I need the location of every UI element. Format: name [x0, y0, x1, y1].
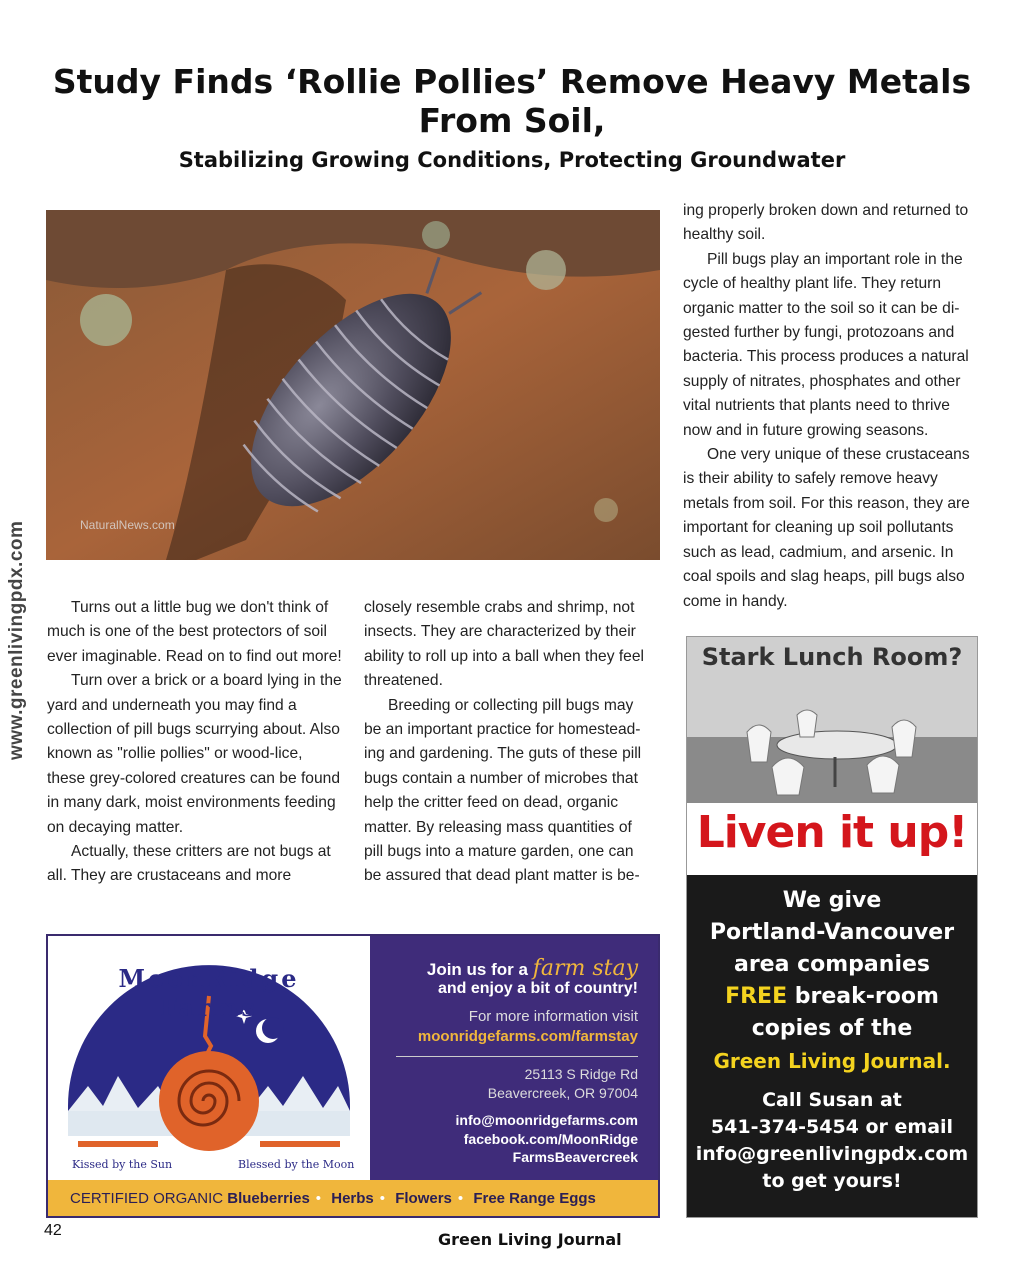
offer-line: We give — [782, 888, 882, 913]
photo-credit: NaturalNews.com — [80, 518, 175, 532]
moonridge-farms-ad[interactable] — [46, 934, 660, 1218]
free-label: FREE — [725, 984, 788, 1009]
paragraph: One very unique of these crustaceans is their ability to safely remove heavy metals from soil. For this reason, they are important for cleaning up soil pollutants such as lead, cadmium, and arsenic. In coal spoils and slag heaps, pill bugs also come in handy. — [683, 446, 970, 610]
break-room-label: break-room — [794, 984, 939, 1009]
certified-organic-bar: CERTIFIED ORGANIC Blueberries • Herbs • Flowers • Free Range Eggs — [48, 1180, 658, 1218]
lunch-room-title: Stark Lunch Room? — [701, 643, 963, 671]
product: Herbs — [331, 1190, 374, 1207]
lunch-room-ad[interactable] — [686, 636, 978, 1218]
paragraph: Turns out a little bug we don't think of much is one of the best protectors of soil ever imaginable. Read on to find out more! — [47, 599, 342, 665]
lunch-ad-offer — [687, 875, 977, 1218]
offer-line: copies of the — [751, 1016, 913, 1041]
offer-line: Portland-Vancouver — [709, 920, 955, 945]
paragraph: ing properly broken down and returned to healthy soil. — [683, 202, 969, 244]
get-yours: to get yours! — [762, 1170, 902, 1192]
certified-label: CERTIFIED ORGANIC — [70, 1190, 224, 1207]
product: Free Range Eggs — [473, 1190, 596, 1207]
blessed-by-moon: Blessed by the Moon — [238, 1158, 355, 1171]
join-prefix: Join us for a — [426, 960, 528, 979]
more-info: For more information visit — [468, 1008, 638, 1025]
kissed-by-sun: Kissed by the Sun — [72, 1158, 173, 1171]
product: Blueberries — [227, 1190, 310, 1207]
address-line-1: 25113 S Ridge Rd — [524, 1066, 638, 1082]
phone-number[interactable]: 541-374-5454 or email — [710, 1116, 954, 1138]
join-line-2: and enjoy a bit of country! — [437, 980, 638, 997]
side-url: www.greenlivingpdx.com — [6, 520, 27, 760]
call-susan: Call Susan at — [762, 1089, 902, 1111]
paragraph: Breeding or collecting pill bugs may be an important practice for homestead-ing and gardening. The guts of these pill bugs contain a number of microbes that help the critter feed on dead, organic matter. By releasing mass quantities of pill bugs into a mature garden, one can be assured that dead plant matter is be- — [364, 696, 642, 885]
headline: Study Finds ‘Rollie Pollies’ Remove Heavy Metals From Soil, — [52, 62, 972, 140]
magazine-name: Green Living Journal — [438, 1230, 622, 1249]
farm-stay-script: farm stay — [532, 956, 638, 981]
paragraph: Turn over a brick or a board lying in the yard and underneath you may find a collection of pill bugs scurrying about. Also known as "rollie pollies" or wood-lice, these grey-colored creatures can be found in many dark, moist environments feeding on decaying matter. — [47, 672, 342, 836]
paragraph: Actually, these critters are not bugs at all. They are crustaceans and more — [47, 843, 331, 885]
divider — [396, 1056, 638, 1057]
article-column-1 — [47, 596, 343, 889]
farm-email-link[interactable]: info@moonridgefarms.com — [455, 1112, 638, 1128]
facebook-link-2[interactable]: FarmsBeavercreek — [512, 1149, 638, 1165]
paragraph: closely resemble crabs and shrimp, not insects. They are characterized by their ability to roll up into a ball when they feel threatened. — [364, 599, 644, 690]
facebook-link-1[interactable]: facebook.com/MoonRidge — [463, 1131, 638, 1147]
farm-info-panel — [370, 936, 660, 1180]
article-column-2 — [364, 596, 654, 889]
farm-url-link[interactable]: moonridgefarms.com/farmstay — [417, 1028, 638, 1045]
address-line-2: Beavercreek, OR 97004 — [487, 1085, 638, 1101]
liven-it-up-heading: Liven it up! — [696, 807, 968, 858]
paragraph: Pill bugs play an important role in the cycle of healthy plant life. They return organic matter to the soil so it can be di-gested further by fungi, protozoans and bacteria. This process produces a natural supply of nitrates, phosphates and other vital nutrients that plants need to thrive now and in future growing seasons. — [683, 250, 969, 439]
subheadline: Stabilizing Growing Conditions, Protecting Groundwater — [178, 148, 846, 172]
farm-logo-text: MoonRidge Farms — [118, 964, 300, 1022]
product: Flowers — [395, 1190, 452, 1207]
contact-email-link[interactable]: info@greenlivingpdx.com — [695, 1143, 969, 1165]
offer-line: area companies — [733, 952, 930, 977]
journal-name: Green Living Journal. — [713, 1049, 951, 1073]
page-number: 42 — [44, 1222, 62, 1239]
pill-bug-photo — [46, 210, 660, 560]
article-column-3 — [683, 199, 981, 614]
